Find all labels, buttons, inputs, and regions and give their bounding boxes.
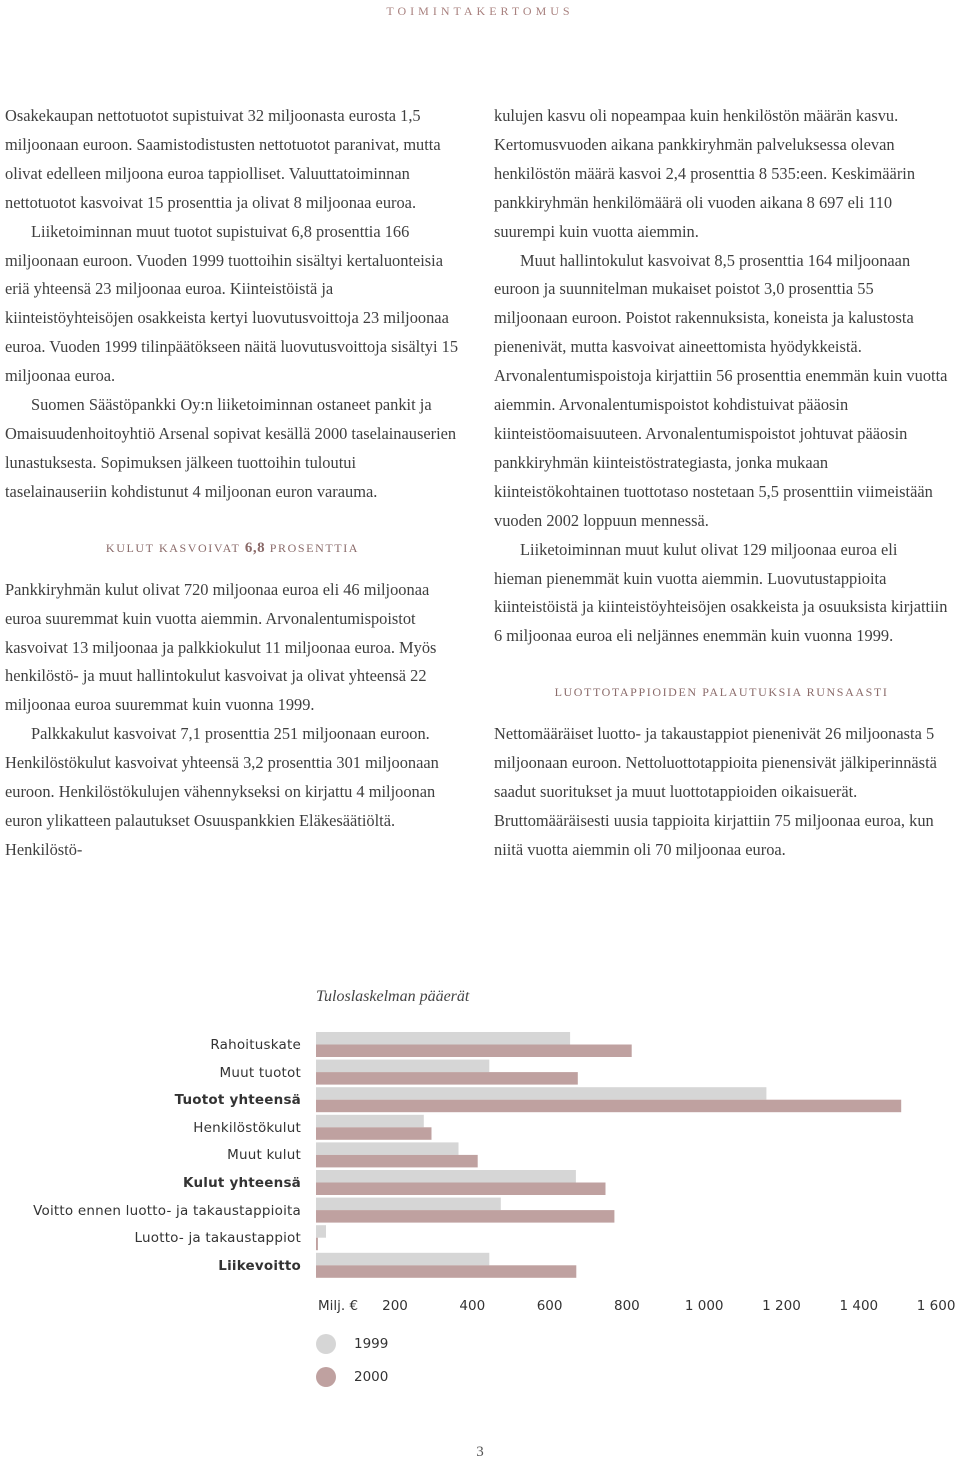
- bar-1999: [316, 1142, 459, 1155]
- legend-swatch: [316, 1334, 336, 1354]
- right-column: [494, 102, 949, 865]
- bar-2000: [316, 1155, 478, 1168]
- paragraph: Liiketoiminnan muut tuotot supistuivat 6,8 prosenttia 166 miljoonaan euroon. Vuoden 1999 tuottoihin sisältyi kertaluonteisia eriä yhteensä 23 miljoonaa euroa. Kiinteistöistä ja kiinteistöyhteisöjen osakkeista kertyi luovutusvoittoja 23 miljoonaa euroa. Vuoden 1999 tilinpäätökseen näitä luovutusvoittoja sisältyi 15 miljoonaa euroa.: [5, 221, 459, 386]
- x-axis: [0, 1298, 960, 1318]
- paragraph: Muut hallintokulut kasvoivat 8,5 prosenttia 164 miljoonaan euroon ja suunnitelman mukaiset poistot 3,0 prosenttia 55 miljoonaan euroon. Poistot rakennuksista, koneista ja kalustosta pienenivät, mutta kasvoivat aineettomista hyödykkeistä. Arvonalentumispoistoja kirjattiin 56 prosenttia enemmän kuin vuotta aiemmin. Arvonalentumispoistot kohdistuivat pääosin kiinteistöomaisuuteen. Arvonalentumispoistot johtuvat pääosin pankkiryhmän kiinteistöstrategiasta, jonka mukaan kiinteistökohtainen tuottotaso nostetaan 5,5 prosenttiin viimeistään vuoden 2002 loppuun mennessä.: [494, 250, 948, 530]
- paragraph: Suomen Säästöpankki Oy:n liiketoiminnan ostaneet pankit ja Omaisuudenhoitoyhtiö Arsenal sopivat kesällä 2000 taselainauserien lunastuksesta. Sopimuksen jälkeen tuottoihin tuloutui taselainauseriin kohdistunut 4 miljoonan euron varauma.: [5, 395, 457, 501]
- bar-1999: [316, 1032, 570, 1045]
- bar-1999: [316, 1253, 489, 1266]
- paragraph: Osakekaupan nettotuotot supistuivat 32 miljoonasta eurosta 1,5 miljoonaan euroon. Saamistodistusten nettotuotot paranivat, mutta olivat edelleen miljoona euroa tappiolliset. Valuuttatoiminnan nettotuotot kasvoivat 15 prosenttia ja olivat 8 miljoonaa euroa.: [5, 106, 441, 212]
- section-heading: LUOTTOTAPPIOIDEN PALAUTUKSIA RUNSAASTI: [554, 685, 889, 700]
- legend-label: 2000: [354, 1369, 389, 1385]
- heading-number: 6,8: [244, 539, 266, 556]
- paragraph: Nettomääräiset luotto- ja takaustappiot pienenivät 26 miljoonasta 5 miljoonaan euroon. Nettoluottotappioita pienensivät jälkiperinnästä saadut suoritukset ja muut luottotappioiden oikaisuerät. Bruttomääräisesti uusia tappioita kirjattiin 75 miljoonaa euroa, kun niitä vuotta aiemmin oli 70 miljoonaa euroa.: [494, 724, 937, 859]
- paragraph: Liiketoiminnan muut kulut olivat 129 miljoonaa euroa eli hieman pienemmät kuin vuotta aiemmin. Luovutustappioita kiinteistöistä ja kiinteistöyhteisöjen osakkeista ja osuuksista kirjattiin 6 miljoonaa euroa eli neljännes enemmän kuin vuonna 1999.: [494, 539, 948, 646]
- x-tick-label: 1 000: [684, 1298, 724, 1314]
- bar-1999: [316, 1198, 501, 1211]
- bar-1999: [316, 1170, 576, 1183]
- paragraph: Palkkakulut kasvoivat 7,1 prosenttia 251 miljoonaan euroon. Henkilöstökulut kasvoivat yhteensä 3,2 prosenttia 301 miljoonaan euroon. Henkilöstökulujen vähennykseksi on kirjattu 4 miljoonan euron ylikatteen palautukset Osuuspankkien Eläkesäätiöltä. Henkilöstö-: [5, 724, 439, 859]
- bar-1999: [316, 1060, 489, 1073]
- page-number: 3: [476, 1444, 484, 1460]
- category-label: Tuotot yhteensä: [174, 1092, 301, 1109]
- x-tick-label: 1 200: [762, 1298, 801, 1314]
- category-label: Liikevoitto: [218, 1257, 301, 1274]
- paragraph: kulujen kasvu oli nopeampaa kuin henkilöstön määrän kasvu. Kertomusvuoden aikana pankkiryhmän palveluksessa olevan henkilöstön määrä kasvoi 2,4 prosenttia 8 535:een. Keskimäärin pankkiryhmän henkilömäärä oli vuoden aikana 8 697 eli 110 suurempi kuin vuotta aiemmin.: [494, 106, 916, 241]
- legend-item: [316, 1334, 436, 1356]
- x-tick-label: 400: [459, 1298, 486, 1314]
- running-head: TOIMINTAKERTOMUS: [386, 4, 574, 18]
- left-column: [5, 102, 460, 865]
- bar-2000: [316, 1072, 578, 1085]
- category-label: Kulut yhteensä: [183, 1175, 301, 1191]
- legend-label: 1999: [354, 1336, 389, 1352]
- bar-1999: [316, 1115, 424, 1128]
- legend-swatch: [316, 1367, 336, 1387]
- bar-2000: [316, 1045, 632, 1058]
- category-label: Rahoituskate: [210, 1037, 301, 1053]
- x-tick-label: 800: [614, 1298, 640, 1314]
- heading-text: KULUT KASVOIVAT: [105, 540, 241, 555]
- category-label: Luotto- ja takaustappiot: [134, 1230, 301, 1247]
- bar-2000: [316, 1265, 576, 1278]
- x-tick-label: 1 400: [839, 1298, 879, 1314]
- legend-item: [316, 1367, 436, 1389]
- bar-2000: [316, 1210, 614, 1223]
- x-tick-label: 600: [536, 1298, 563, 1314]
- chart-title: Tuloslaskelman pääerät: [316, 988, 470, 1005]
- bar-2000: [316, 1238, 318, 1251]
- category-label: Muut kulut: [227, 1147, 301, 1164]
- paragraph: Pankkiryhmän kulut olivat 720 miljoonaa euroa eli 46 miljoonaa euroa suuremmat kuin vuotta aiemmin. Arvonalentumispoistot kasvoivat 13 miljoonaa ja palkkiokulut 11 miljoonaa euroa. Myös henkilöstö- ja muut hallintokulut kasvoivat ja olivat yhteensä 22 miljoonaa euroa suuremmat kuin vuonna 1999.: [5, 579, 437, 715]
- bar-1999: [316, 1225, 326, 1238]
- bar-2000: [316, 1100, 901, 1113]
- bar-2000: [316, 1183, 606, 1196]
- category-label: Voitto ennen luotto- ja takaustappioita: [33, 1202, 301, 1219]
- x-axis-unit: Milj. €: [318, 1298, 359, 1314]
- bar-2000: [316, 1127, 432, 1140]
- x-tick-label: 1 600: [916, 1298, 956, 1314]
- category-label: Muut tuotot: [219, 1064, 301, 1081]
- heading-text: PROSENTTIA: [269, 540, 360, 555]
- section-heading: [5, 540, 460, 556]
- category-label: Henkilöstökulut: [193, 1119, 301, 1136]
- bar-1999: [316, 1087, 766, 1100]
- x-tick-label: 200: [382, 1298, 408, 1314]
- bar-chart: [316, 1030, 956, 1282]
